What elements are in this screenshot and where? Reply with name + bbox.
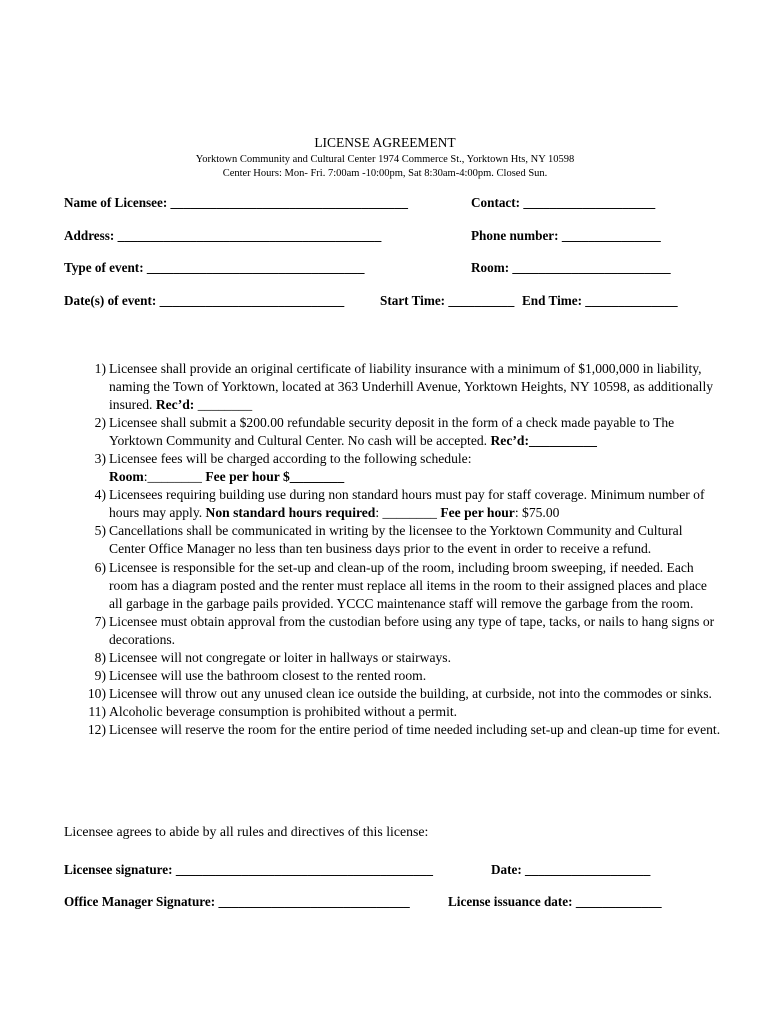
rule-item	[82, 450, 722, 486]
rule-item	[82, 721, 722, 739]
event-dates-field[interactable]: Date(s) of event: ____________________________	[64, 293, 345, 308]
end-time-field[interactable]: End Time: ______________	[522, 293, 678, 308]
rule-number: 5)	[94, 523, 106, 539]
rule-number: 9)	[94, 667, 106, 683]
room-field[interactable]: Room: ________________________	[471, 260, 671, 275]
staff-fee-value: : $75.00	[514, 505, 560, 521]
rule-number: 2)	[94, 415, 106, 431]
rule-item	[82, 649, 722, 667]
center-hours: Center Hours: Mon- Fri. 7:00am -10:00pm, Sat 8:30am-4:00pm. Closed Sun.	[222, 168, 548, 179]
event-type-field[interactable]: Type of event: _________________________________	[64, 260, 365, 275]
rule-text: Licensee shall provide an original certificate of liability insurance with a minimum of $1,000,000 in liability, naming the Town of Yorktown, located at 363 Underhill Avenue, Yorktown Heights, NY 10598, as additionally insured.	[109, 361, 714, 413]
staff-fee-label: Fee per hour	[440, 505, 515, 521]
page-title: LICENSE AGREEMENT	[314, 135, 456, 150]
start-time-field[interactable]: Start Time: __________	[380, 293, 515, 308]
rule-item	[82, 703, 722, 721]
received-field[interactable]: Rec’d:__________	[490, 433, 597, 449]
center-address: Yorktown Community and Cultural Center 1974 Commerce St., Yorktown Hts, NY 10598	[195, 154, 575, 165]
rule-text: Licensees requiring building use during non standard hours must pay for staff coverage. Minimum number of hours may apply.	[109, 487, 705, 521]
rules-list	[82, 360, 722, 739]
rule-number: 4)	[94, 487, 106, 503]
rule-item	[82, 360, 722, 414]
licensee-signature-field[interactable]: Licensee signature: _______________________________________	[64, 862, 433, 877]
phone-field[interactable]: Phone number: _______________	[471, 228, 661, 243]
rule-item	[82, 559, 722, 613]
rule-number: 11)	[88, 703, 106, 719]
rule-text: Licensee will reserve the room for the entire period of time needed including set-up and clean-up time for event.	[109, 721, 721, 737]
rule-number: 8)	[94, 649, 106, 665]
rule-text: Licensee must obtain approval from the custodian before using any type of tape, tacks, or nails to hang signs or decorations.	[109, 613, 715, 647]
received-blank[interactable]: ________	[197, 397, 253, 413]
signature-date-field[interactable]: Date: ___________________	[491, 862, 651, 877]
rule-text: Licensee shall submit a $200.00 refundable security deposit in the form of a check made payable to The Yorktown Community and Cultural Center. No cash will be accepted.	[109, 415, 675, 449]
rule-number: 12)	[87, 721, 106, 737]
licensee-name-field[interactable]: Name of Licensee: ____________________________________	[64, 195, 408, 210]
rule-text: Licensee will not congregate or loiter in hallways or stairways.	[109, 649, 452, 665]
contact-field[interactable]: Contact: ____________________	[471, 195, 656, 210]
fee-per-hour-field[interactable]: Fee per hour $________	[205, 469, 345, 485]
fee-room-blank[interactable]: :________	[143, 469, 202, 485]
rule-item	[82, 667, 722, 685]
rule-text: Cancellations shall be communicated in writing by the licensee to the Yorktown Community and Cultural Center Office Manager no less than ten business days prior to the event in order to receive a refund.	[109, 523, 683, 557]
received-label: Rec’d:	[155, 397, 195, 413]
nonstandard-hours-blank[interactable]: : ________	[375, 505, 437, 521]
rule-number: 1)	[94, 361, 106, 376]
nonstandard-hours-label: Non standard hours required	[205, 505, 376, 521]
rule-text: Licensee is responsible for the set-up and clean-up of the room, including broom sweeping, if needed. Each room has a diagram posted and the renter must replace all items in the room to their assigned places and place all garbage in the garbage pails provided. YCCC maintenance staff will remove the garbage from the room.	[109, 559, 707, 611]
fee-room-label: Room	[109, 469, 144, 485]
rule-text: Alcoholic beverage consumption is prohibited without a permit.	[109, 703, 458, 719]
rule-item	[82, 486, 722, 522]
rule-item	[82, 685, 722, 703]
rule-item	[82, 414, 722, 450]
rule-text: Licensee will throw out any unused clean ice outside the building, at curbside, not into the commodes or sinks.	[109, 685, 712, 701]
rule-item	[82, 522, 722, 558]
license-issuance-date-field[interactable]: License issuance date: _____________	[448, 894, 662, 909]
rule-text: Licensee will use the bathroom closest to the rented room.	[109, 667, 427, 683]
agreement-statement: Licensee agrees to abide by all rules and directives of this license:	[64, 824, 429, 839]
rule-text: Licensee fees will be charged according to the following schedule:	[109, 451, 472, 467]
rule-number: 7)	[94, 613, 106, 629]
rule-number: 10)	[87, 685, 106, 701]
rule-item	[82, 613, 722, 649]
rule-number: 6)	[94, 559, 106, 575]
address-field[interactable]: Address: ________________________________________	[64, 228, 382, 243]
office-manager-signature-field[interactable]: Office Manager Signature: _____________________________	[64, 894, 410, 909]
rule-number: 3)	[94, 451, 106, 467]
